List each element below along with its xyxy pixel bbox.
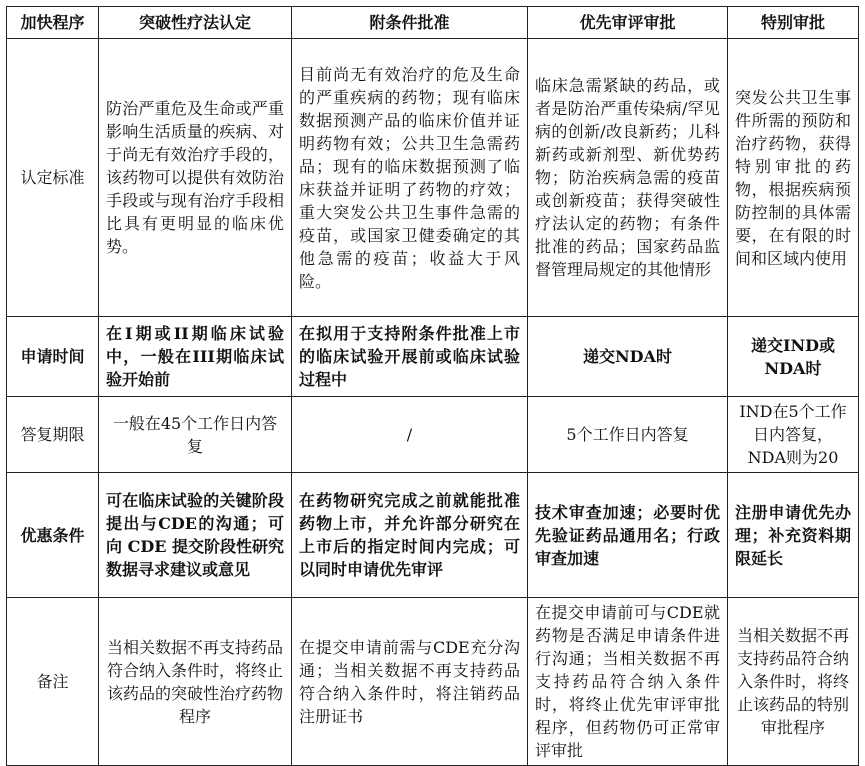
cell-notes-conditional: 在提交申请前需与CDE充分沟通；当相关数据不再支持药品符合纳入条件时，将注销药品注册证书 <box>292 598 528 766</box>
cell-notes-breakthrough: 当相关数据不再支持药品符合纳入条件时，将终止该药品的突破性治疗药物程序 <box>99 598 292 766</box>
cell-criteria-breakthrough: 防治严重危及生命或严重影响生活质量的疾病、对于尚无有效治疗手段的，该药物可以提供有效防治手段或与现有治疗手段相比具有更明显的临床优势。 <box>99 39 292 317</box>
cell-reply-special: IND在5个工作日内答复，NDA则为20 <box>728 397 859 473</box>
cell-benefits-breakthrough: 可在临床试验的关键阶段提出与CDE的沟通；可向 CDE 提交阶段性研究数据寻求建议或意见 <box>99 473 292 598</box>
cell-benefits-priority: 技术审查加速；必要时优先验证药品通用名；行政审查加速 <box>528 473 728 598</box>
accelerated-program-table <box>6 6 859 766</box>
table-row-benefits <box>7 473 859 598</box>
cell-timing-conditional: 在拟用于支持附条件批准上市的临床试验开展前或临床试验过程中 <box>292 317 528 397</box>
table-row-timing <box>7 317 859 397</box>
cell-timing-priority: 递交NDA时 <box>528 317 728 397</box>
cell-benefits-conditional: 在药物研究完成之前就能批准药物上市，并允许部分研究在上市后的指定时间内完成；可以同时申请优先审评 <box>292 473 528 598</box>
row-label-benefits: 优惠条件 <box>7 473 99 598</box>
header-row <box>7 7 859 39</box>
cell-criteria-priority: 临床急需紧缺的药品，或者是防治严重传染病/罕见病的创新/改良新药；儿科新药或新剂型、新优势药物；防治疾病急需的疫苗或创新疫苗；获得突破性疗法认定的药物；有条件批准的药品；国家药品监督管理局规定的其他情形 <box>528 39 728 317</box>
row-label-timing: 申请时间 <box>7 317 99 397</box>
cell-criteria-special: 突发公共卫生事件所需的预防和治疗药物，获得特别审批的药物，根据疾病预防控制的具体需要，在有限的时间和区域内使用 <box>728 39 859 317</box>
header-program: 加快程序 <box>7 7 99 39</box>
row-label-reply: 答复期限 <box>7 397 99 473</box>
table-row-notes <box>7 598 859 766</box>
header-special: 特别审批 <box>728 7 859 39</box>
table-row-criteria <box>7 39 859 317</box>
cell-timing-breakthrough: 在I期或II期临床试验中，一般在III期临床试验开始前 <box>99 317 292 397</box>
row-label-notes: 备注 <box>7 598 99 766</box>
row-label-criteria: 认定标准 <box>7 39 99 317</box>
cell-benefits-special: 注册申请优先办理；补充资料期限延长 <box>728 473 859 598</box>
header-breakthrough: 突破性疗法认定 <box>99 7 292 39</box>
cell-reply-breakthrough: 一般在45个工作日内答复 <box>99 397 292 473</box>
cell-criteria-conditional: 目前尚无有效治疗的危及生命的严重疾病的药物；现有临床数据预测产品的临床价值并证明药物有效；公共卫生急需药品；现有的临床数据预测了临床获益并证明了药物的疗效；重大突发公共卫生事件急需的疫苗，或国家卫健委确定的其他急需的疫苗；收益大于风险。 <box>292 39 528 317</box>
cell-timing-special: 递交IND或NDA时 <box>728 317 859 397</box>
cell-notes-priority: 在提交申请前可与CDE就药物是否满足申请条件进行沟通；当相关数据不再支持药品符合纳入条件时，将终止优先审评审批程序，但药物仍可正常审评审批 <box>528 598 728 766</box>
header-priority: 优先审评审批 <box>528 7 728 39</box>
cell-reply-conditional: / <box>292 397 528 473</box>
cell-reply-priority: 5个工作日内答复 <box>528 397 728 473</box>
cell-notes-special: 当相关数据不再支持药品符合纳入条件时，将终止该药品的特别审批程序 <box>728 598 859 766</box>
header-conditional: 附条件批准 <box>292 7 528 39</box>
table-row-reply <box>7 397 859 473</box>
